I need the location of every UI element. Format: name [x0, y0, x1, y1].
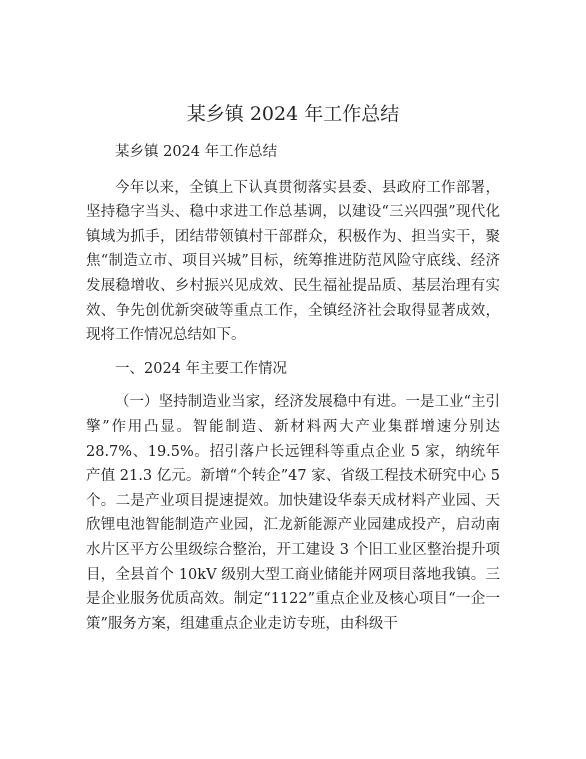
- document-subtitle: 某乡镇 2024 年工作总结: [115, 144, 278, 160]
- section-paragraph: （一）坚持制造业当家，经济发展稳中有进。一是工业“主引擎”作用凸显。智能制造、新材料两大产业集群增速分别达 28.7%、19.5%。招引落户长远锂科等重点企业 5 家，纳统年产值 21.3 亿元。新增“个转企”47 家、省级工程技术研究中心 5 个。二是产业项目提速提效。加快建设华泰天成材料产业园、天欣锂电池智能制造产业园，汇龙新能源产业园建成投产，启动南水片区平方公里级综合整治，开工建设 3 个旧工业区整治提升项目，全县首个 10kV 级别大型工商业储能并网项目落地我镇。三是企业服务优质高效。制定“1122”重点企业及核心项目“一企一策”服务方案，组建重点企业走访专班，由科级干: [86, 394, 500, 632]
- document-body: [86, 98, 500, 636]
- intro-paragraph: 今年以来，全镇上下认真贯彻落实县委、县政府工作部署，坚持稳字当头、稳中求进工作总基调，以建设“三兴四强”现代化镇域为抓手，团结带领镇村干部群众，积极作为、担当实干，聚焦“制造立市、项目兴城”目标，统筹推进防范风险守底线、经济发展稳增收、乡村振兴见成效、民生福祉提品质、基层治理有实效、争先创优新突破等重点工作，全镇经济社会取得显著成效，现将工作情况总结如下。: [86, 179, 500, 344]
- section-heading: 一、2024 年主要工作情况: [115, 360, 288, 377]
- document-title: 某乡镇 2024 年工作总结: [186, 103, 400, 125]
